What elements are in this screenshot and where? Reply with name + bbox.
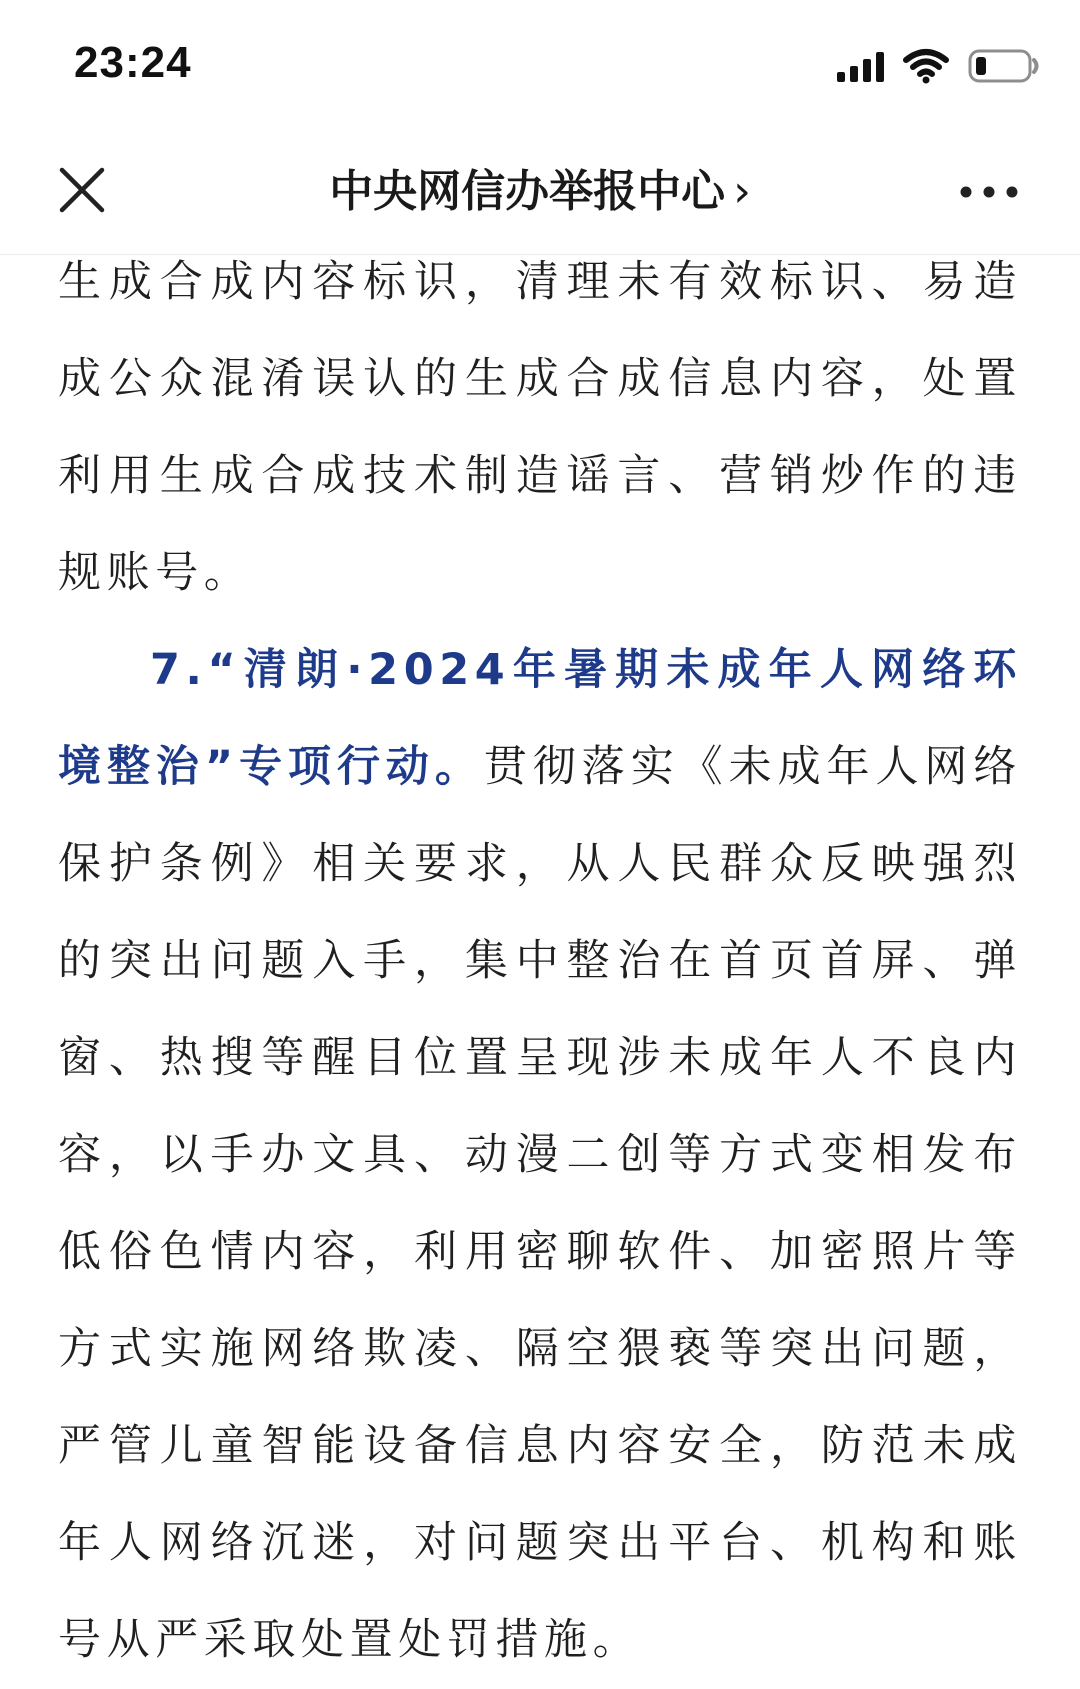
signal-icon <box>837 50 884 82</box>
nav-title: 中央网信办举报中心 <box>329 166 726 217</box>
status-icons <box>837 46 1040 86</box>
status-time: 23:24 <box>74 38 192 87</box>
more-button[interactable] <box>944 156 1034 228</box>
section-7-heading: 7.“清朗·2024年暑期未成年人网络环境整治”专项行动。 <box>58 645 1022 792</box>
section-7-paragraph <box>58 622 1022 1689</box>
article-paragraph: 生成合成内容标识，清理未有效标识、易造成公众混淆误认的生成合成信息内容，处置利用生成合成技术制造谣言、营销炒作的违规账号。 <box>58 257 1022 598</box>
close-button[interactable] <box>52 156 124 228</box>
chevron-right-icon: › <box>733 166 751 217</box>
section-7-body: 贯彻落实《未成年人网络保护条例》相关要求，从人民群众反映强烈的突出问题入手，集中整治在首页首屏、弹窗、热搜等醒目位置呈现涉未成年人不良内容，以手办文具、动漫二创等方式变相发布低俗色情内容，利用密聊软件、加密照片等方式实施网络欺凌、隔空猥亵等突出问题，严管儿童智能设备信息内容安全，防范未成年人网络沉迷，对问题突出平台、机构和账号从严采取处置处罚措施。 <box>58 742 1022 1665</box>
article-body <box>58 234 1022 1689</box>
more-icon <box>944 156 1034 228</box>
wifi-icon <box>902 48 950 84</box>
nav-title-link[interactable] <box>150 156 930 228</box>
status-bar <box>0 0 1080 130</box>
battery-icon <box>968 48 1040 84</box>
close-icon <box>52 156 124 228</box>
